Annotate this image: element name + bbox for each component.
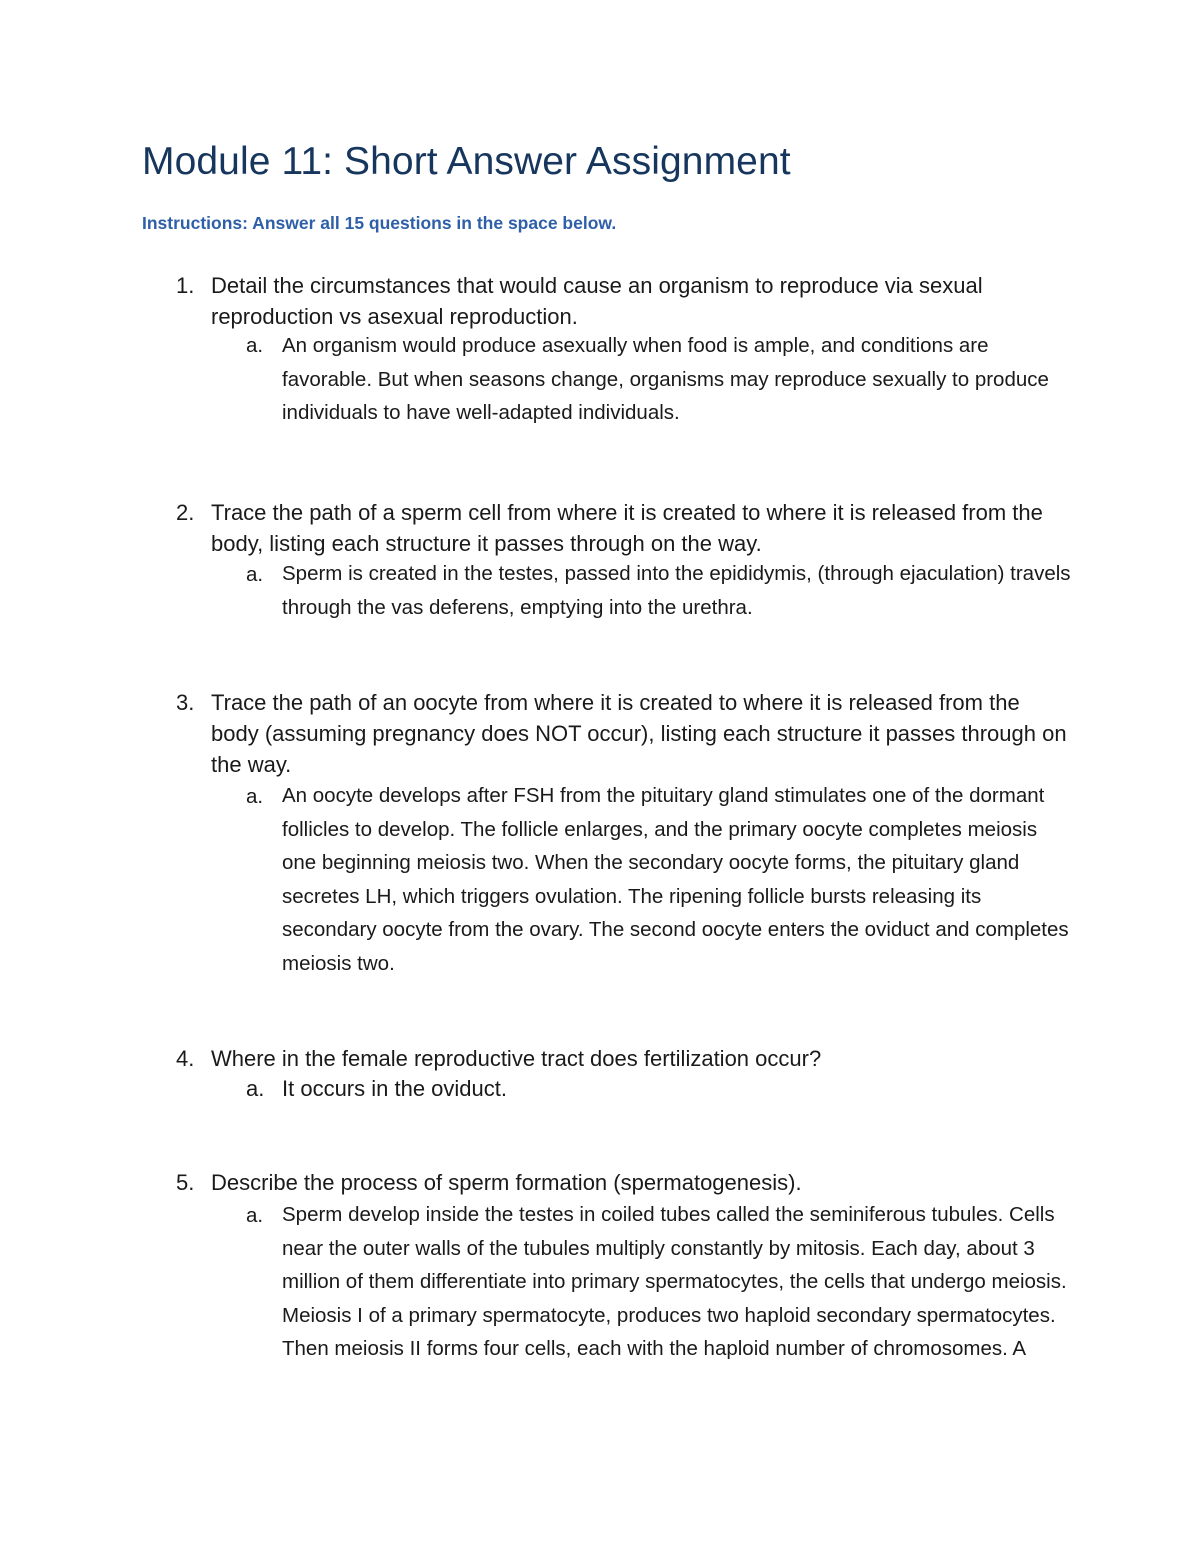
question-text: Trace the path of an oocyte from where it is created to where it is released from the body (assuming pregnancy does NOT occur), listing each structure it passes through on the way.	[211, 690, 1067, 777]
answer-letter: a.	[246, 334, 264, 357]
question-text: Trace the path of a sperm cell from where it is created to where it is released from the body, listing each structure it passes through on the way.	[211, 500, 1043, 556]
question-number: 4.	[176, 1046, 195, 1071]
question-number: 1.	[176, 273, 195, 298]
page-title: Module 11: Short Answer Assignment	[142, 140, 791, 183]
answer-text: It occurs in the oviduct.	[282, 1076, 507, 1101]
answer-text: Sperm is created in the testes, passed into the epididymis, (through ejaculation) travels through the vas deferens, emptying into the urethra.	[282, 562, 1071, 619]
question-text: Describe the process of sperm formation (spermatogenesis).	[211, 1170, 802, 1195]
answer-letter: a.	[246, 1076, 265, 1101]
answer-text: An oocyte develops after FSH from the pituitary gland stimulates one of the dormant follicles to develop. The follicle enlarges, and the primary oocyte completes meiosis one beginning meiosis two. When the secondary oocyte forms, the pituitary gland secretes LH, which triggers ovulation. The ripening follicle bursts releasing its secondary oocyte from the ovary. The second oocyte enters the oviduct and completes meiosis two.	[282, 784, 1069, 975]
answer-letter: a.	[246, 1204, 264, 1227]
question-text: Detail the circumstances that would cause an organism to reproduce via sexual reproduction vs asexual reproduction.	[211, 273, 983, 329]
question-number: 3.	[176, 690, 195, 715]
answer-text: Sperm develop inside the testes in coiled tubes called the seminiferous tubules. Cells near the outer walls of the tubules multiply constantly by mitosis. Each day, about 3 million of them differentiate into primary spermatocytes, the cells that undergo meiosis. Meiosis I of a primary spermatocyte, produces two haploid secondary spermatocytes. Then meiosis II forms four cells, each with the haploid number of chromosomes. A	[282, 1203, 1067, 1360]
answer-text: An organism would produce asexually when food is ample, and conditions are favorable. But when seasons change, organisms may reproduce sexually to produce individuals to have well-adapted individuals.	[282, 334, 1049, 424]
question-number: 2.	[176, 500, 195, 525]
question-number: 5.	[176, 1170, 195, 1195]
instructions-text: Instructions: Answer all 15 questions in the space below.	[142, 213, 617, 233]
question-text: Where in the female reproductive tract does fertilization occur?	[211, 1046, 822, 1071]
answer-letter: a.	[246, 563, 264, 586]
answer-letter: a.	[246, 785, 264, 808]
